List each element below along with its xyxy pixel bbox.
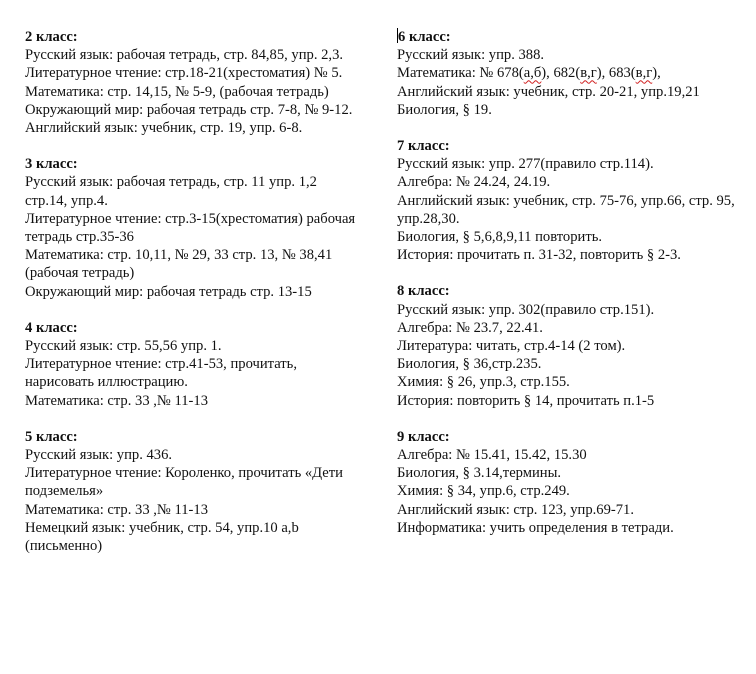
assignment-line[interactable]: Математика: стр. 14,15, № 5-9, (рабочая тетрадь) — [25, 83, 329, 100]
section-grade-5 — [25, 428, 360, 555]
assignment-line[interactable]: Литературное чтение: Короленко, прочитать «Дети подземелья» — [25, 465, 343, 500]
section-title[interactable]: 5 класс: — [25, 428, 78, 445]
assignment-line[interactable]: Литературное чтение: стр.41-53, прочитать, нарисовать иллюстрацию. — [25, 356, 297, 391]
section-title-with-cursor[interactable] — [397, 28, 737, 46]
assignment-line[interactable]: Математика: стр. 10,11, № 29, 33 стр. 13, № 38,41 (рабочая тетрадь) — [25, 247, 333, 282]
section-title[interactable]: 8 класс: — [397, 283, 450, 300]
section-grade-6 — [397, 28, 737, 119]
spellcheck-underline: в,г — [580, 65, 597, 82]
assignment-line[interactable]: Английский язык: учебник, стр. 75-76, упр.66, стр. 95, упр.28,30. — [397, 192, 735, 227]
assignment-line[interactable]: Английский язык: стр. 123, упр.69-71. — [397, 501, 634, 518]
assignment-line[interactable]: Алгебра: № 23.7, 22.41. — [397, 319, 543, 336]
section-title[interactable]: 7 класс: — [397, 138, 450, 155]
assignment-line[interactable]: Английский язык: учебник, стр. 20-21, упр.19,21 — [397, 83, 700, 100]
section-grade-2 — [25, 28, 360, 137]
assignment-line-math[interactable]: Математика: № 678(а,б), 682(в,г), 683(в,г), — [397, 65, 661, 82]
assignment-line[interactable]: Окружающий мир: рабочая тетрадь стр. 13-15 — [25, 283, 312, 300]
assignment-line[interactable]: Немецкий язык: учебник, стр. 54, упр.10 a,b (письменно) — [25, 519, 299, 555]
section-title[interactable]: 2 класс: — [25, 29, 78, 45]
section-title[interactable]: 9 класс: — [397, 428, 450, 445]
assignment-line[interactable]: Английский язык: учебник, стр. 19, упр. 6-8. — [25, 120, 303, 137]
assignment-line[interactable]: Биология, § 3.14,термины. — [397, 465, 562, 482]
left-column — [25, 28, 360, 573]
section-grade-9 — [397, 428, 737, 537]
right-column — [397, 28, 737, 555]
section-grade-4 — [25, 319, 360, 410]
assignment-line[interactable]: Информатика: учить определения в тетради. — [397, 519, 674, 536]
assignment-line[interactable]: Русский язык: упр. 388. — [397, 47, 545, 64]
assignment-line[interactable]: Окружающий мир: рабочая тетрадь стр. 7-8, № 9-12. — [25, 101, 353, 118]
assignment-line[interactable]: Математика: стр. 33 ,№ 11-13 — [25, 501, 208, 518]
section-grade-7 — [397, 137, 737, 264]
assignment-line[interactable]: История: повторить § 14, прочитать п.1-5 — [397, 392, 655, 409]
assignment-line[interactable]: Алгебра: № 15.41, 15.42, 15.30 — [397, 447, 587, 464]
assignment-line[interactable]: Литературное чтение: стр.3-15(хрестоматия) рабочая тетрадь стр.35-36 — [25, 210, 356, 246]
section-title[interactable]: 4 класс: — [25, 319, 78, 336]
assignment-line[interactable]: Химия: § 34, упр.6, стр.249. — [397, 483, 570, 500]
assignment-line[interactable]: Литература: читать, стр.4-14 (2 том). — [397, 338, 626, 355]
assignment-line[interactable]: Русский язык: упр. 277(правило стр.114). — [397, 156, 654, 173]
section-title[interactable]: 6 класс: — [398, 29, 451, 45]
assignment-line[interactable]: Русский язык: упр. 436. — [25, 447, 173, 464]
assignment-line[interactable]: Биология, § 5,6,8,9,11 повторить. — [397, 229, 603, 246]
assignment-line[interactable]: Биология, § 36,стр.235. — [397, 356, 542, 373]
section-title[interactable]: 3 класс: — [25, 156, 78, 173]
assignment-line[interactable]: Русский язык: стр. 55,56 упр. 1. — [25, 338, 222, 355]
assignment-line[interactable]: История: прочитать п. 31-32, повторить § 2-3. — [397, 247, 681, 264]
assignment-line[interactable]: Математика: стр. 33 ,№ 11-13 — [25, 392, 208, 409]
assignment-line[interactable]: Русский язык: рабочая тетрадь, стр. 11 упр. 1,2 стр.14, упр.4. — [25, 174, 317, 209]
assignment-line[interactable]: Русский язык: рабочая тетрадь, стр. 84,85, упр. 2,3. — [25, 47, 344, 64]
assignment-line[interactable]: Русский язык: упр. 302(правило стр.151). — [397, 301, 655, 318]
section-grade-8 — [397, 282, 737, 409]
section-grade-3 — [25, 155, 360, 301]
spellcheck-underline: а,б — [523, 65, 542, 82]
spellcheck-underline: в,г — [635, 65, 653, 82]
assignment-line[interactable]: Алгебра: № 24.24, 24.19. — [397, 174, 551, 191]
assignment-line[interactable]: Биология, § 19. — [397, 101, 492, 118]
assignment-line[interactable]: Химия: § 26, упр.3, стр.155. — [397, 374, 570, 391]
assignment-line[interactable]: Литературное чтение: стр.18-21(хрестоматия) № 5. — [25, 65, 343, 82]
